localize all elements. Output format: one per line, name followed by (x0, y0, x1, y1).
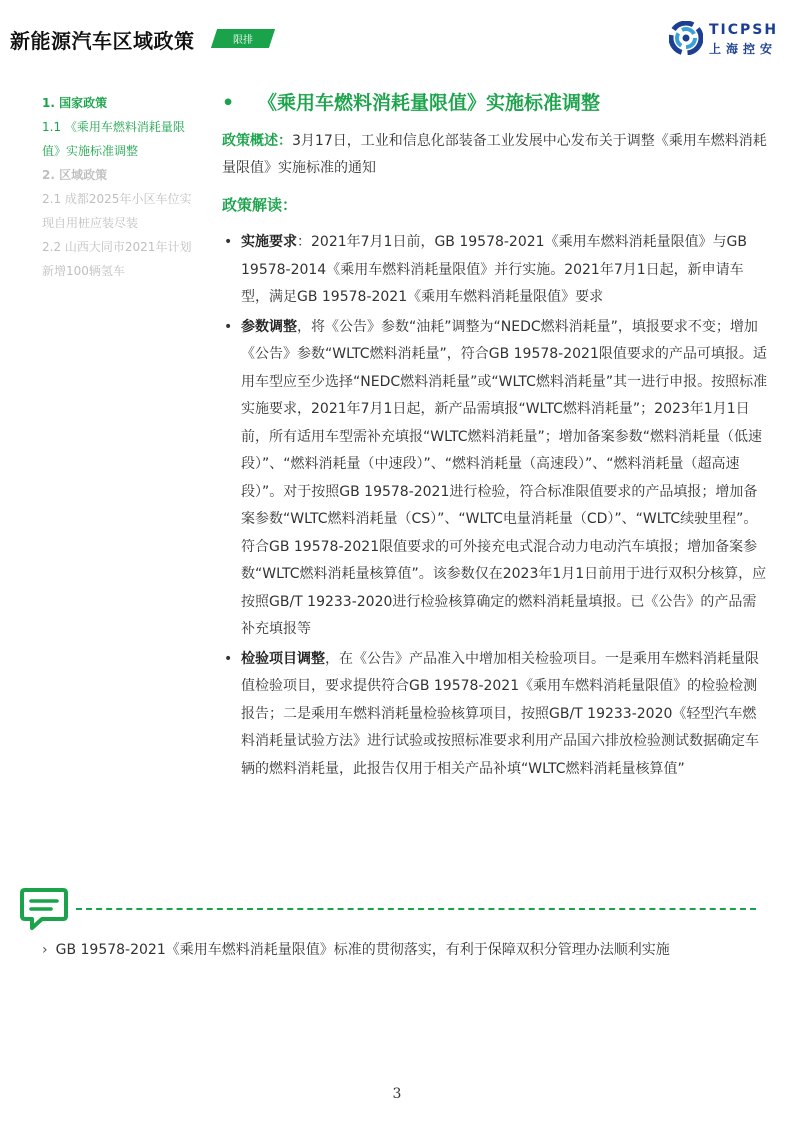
bullet-dot: • (224, 318, 233, 335)
logo-text-cn: 上海控安 (709, 42, 778, 56)
list-item (222, 314, 770, 644)
category-tag (211, 29, 275, 48)
logo-swirl-icon (669, 21, 703, 55)
interpretation-label: 政策解读： (222, 196, 298, 214)
logo-text-en: TICPSH (709, 22, 779, 38)
list-item (222, 229, 770, 312)
table-of-contents (42, 91, 202, 283)
summary-note-text: GB 19578-2021《乘用车燃料消耗量限值》标准的贯彻落实，有利于保障双积分管理办法顺利实施 (55, 942, 670, 958)
summary-note (42, 938, 670, 962)
list-item (222, 646, 770, 784)
policy-overview (222, 128, 770, 182)
page-number: 3 (392, 1086, 402, 1102)
interpretation-list (222, 229, 770, 785)
dashed-divider (76, 908, 756, 910)
toc-item-regional-policy[interactable]: 2. 区域政策 (42, 168, 108, 182)
toc-item-national-policy[interactable]: 1. 国家政策 (42, 96, 108, 110)
list-item-heading: 实施要求 (241, 234, 297, 250)
bullet-dot: • (224, 650, 233, 667)
list-item-text: ，将《公告》参数“油耗”调整为“NEDC燃料消耗量”，填报要求不变；增加《公告》参数“WLTC燃料消耗量”，符合GB 19578-2021限值要求的产品可填报。适用车型应至少选择“NEDC燃料消耗量”或“WLTC燃料消耗量”其一进行申报。按照标准实施要求，2021年7月1日起，新产品需填报“WLTC燃料消耗量”；2023年1月1日前，所有适用车型需补充填报“WLTC燃料消耗量”；增加备案参数“燃料消耗量（低速段）”、“燃料消耗量（中速段）”、“燃料消耗量（高速段）”、“燃料消耗量（超高速段）”。对于按照GB 19578-2021进行检验，符合标准限值要求的产品填报；增加备案参数“WLTC燃料消耗量（CS）”、“WLTC电量消耗量（CD）”、“WLTC续驶里程”。符合GB 19578-2021限值要求的可外接充电式混合动力电动汽车填报；增加备案参数“WLTC燃料消耗量核算值”。该参数仅在2023年1月1日前用于进行双积分核算，应按照GB/T 19233-2020进行检验核算确定的燃料消耗量填报。已《公告》的产品需补充填报等 (241, 318, 768, 637)
section-bullet: • (222, 92, 235, 114)
page-header-title: 新能源汽车区域政策 (10, 29, 195, 53)
toc-item-fuel-consumption-standard[interactable]: 1.1 《乘用车燃料消耗量限值》实施标准调整 (42, 120, 185, 158)
section-title (222, 88, 600, 115)
list-item-text: ，在《公告》产品准入中增加相关检验项目。一是乘用车燃料消耗量限值检验项目，要求提供符合GB 19578-2021《乘用车燃料消耗量限值》的检验检测报告；二是乘用车燃料消耗量检验核算项目，按照GB/T 19233-2020《轻型汽车燃料消耗量试验方法》进行试验或按照标准要求利用产品国六排放检验测试数据确定车辆的燃料消耗量，此报告仅用于相关产品补填“WLTC燃料消耗量核算值” (241, 650, 759, 777)
category-tag-label: 限排 (233, 35, 253, 46)
overview-label: 政策概述： (222, 133, 292, 149)
list-item-heading: 参数调整 (241, 318, 297, 335)
toc-item-datong-hydrogen[interactable]: 2.2 山西大同市2021年计划新增100辆氢车 (42, 240, 192, 278)
list-item-heading: 检验项目调整 (241, 650, 325, 667)
comment-icon (20, 886, 68, 932)
bullet-dot: • (224, 234, 233, 250)
list-item-text: ：2021年7月1日前，GB 19578-2021《乘用车燃料消耗量限值》与GB 19578-2014《乘用车燃料消耗量限值》并行实施。2021年7月1日起，新申请车型，满足GB 19578-2021《乘用车燃料消耗量限值》要求 (241, 234, 748, 305)
overview-text: 3月17日，工业和信息化部装备工业发展中心发布关于调整《乘用车燃料消耗量限值》实施标准的通知 (222, 133, 767, 176)
toc-item-chengdu-charging[interactable]: 2.1 成都2025年小区车位实现自用桩应装尽装 (42, 192, 192, 230)
section-title-text: 《乘用车燃料消耗量限值》实施标准调整 (258, 92, 601, 114)
company-logo (669, 21, 789, 59)
chevron-right-icon: › (42, 942, 48, 958)
